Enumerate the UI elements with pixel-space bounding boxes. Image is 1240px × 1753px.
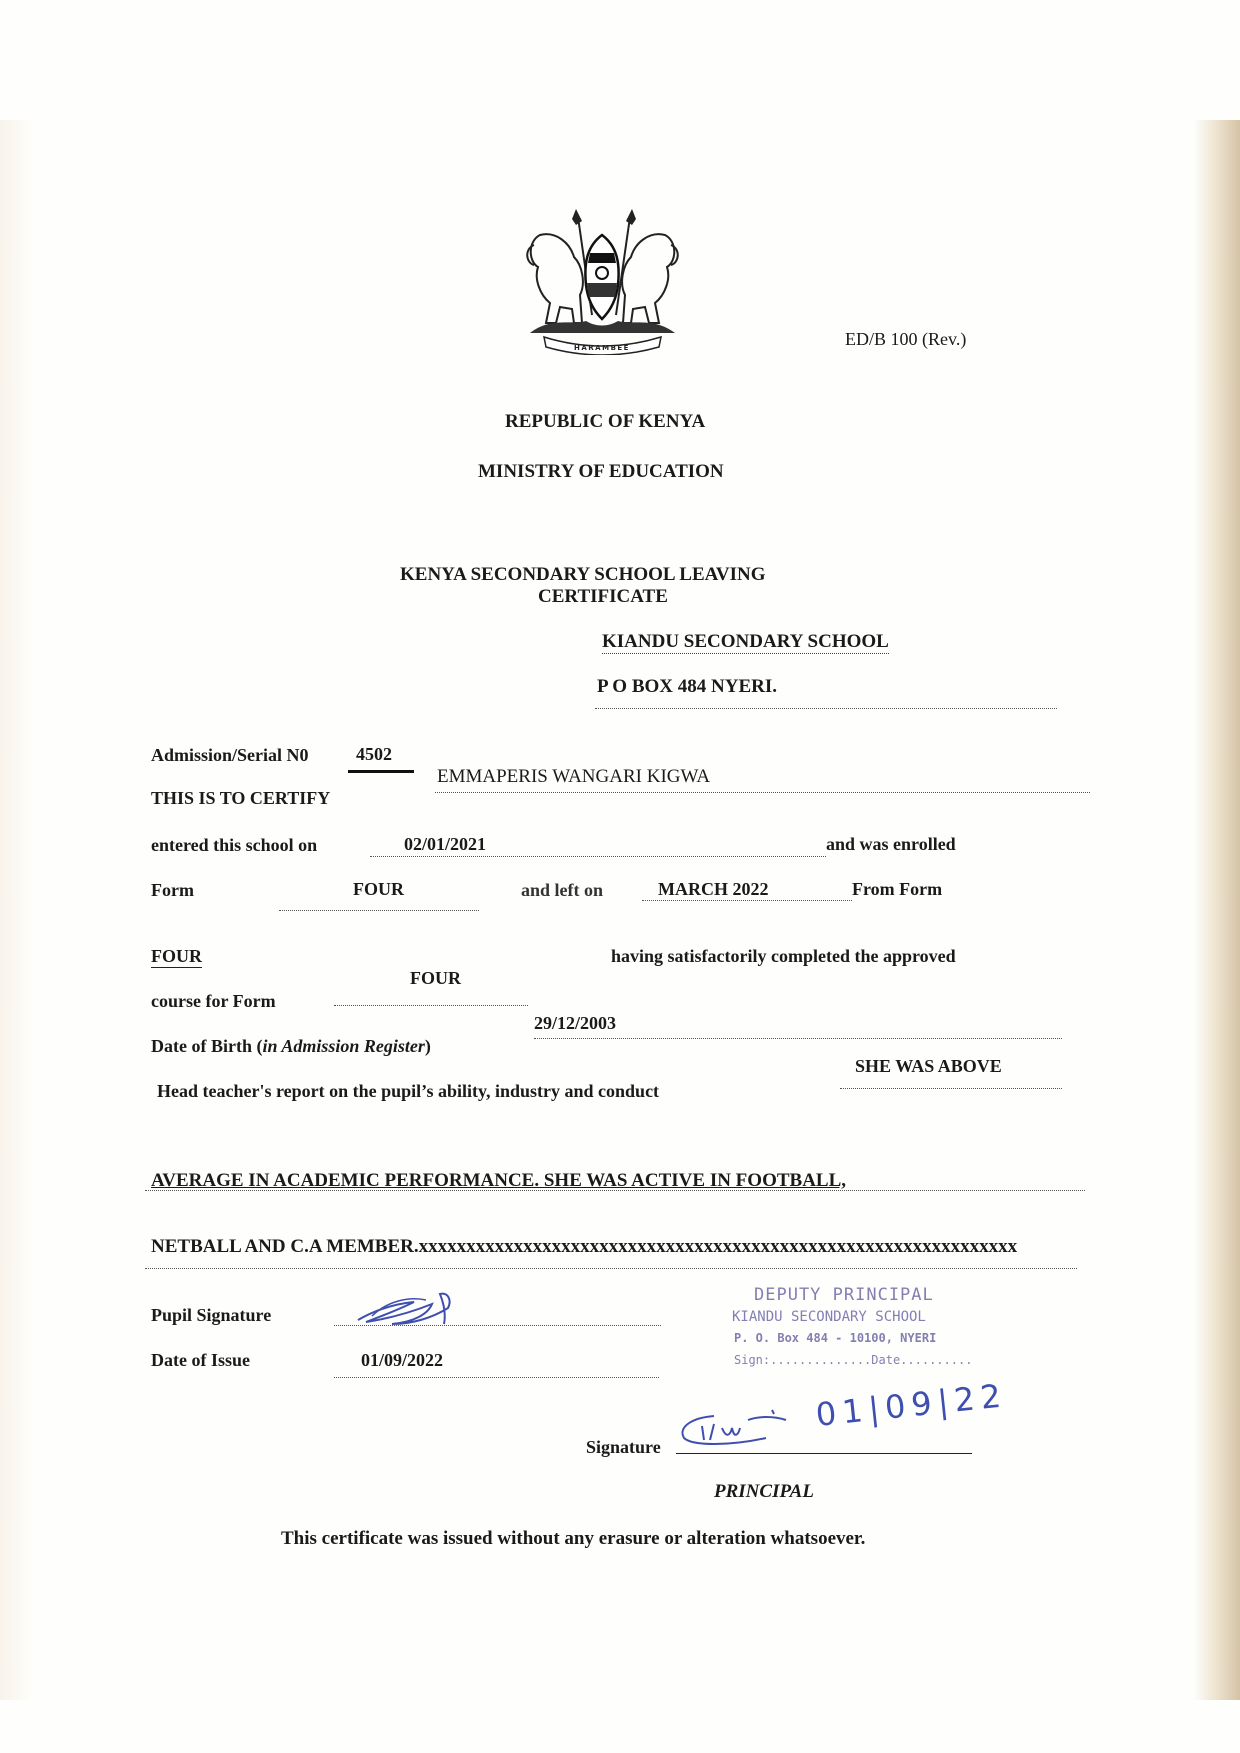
stamp-line2: KIANDU SECONDARY SCHOOL	[732, 1309, 926, 1325]
left-on-label: and left on	[521, 880, 604, 900]
dob-dotline	[534, 1038, 1062, 1039]
school-name: KIANDU SECONDARY SCHOOL	[602, 631, 889, 652]
pupil-signature-dotline	[334, 1325, 661, 1326]
date-of-birth: 29/12/2003	[534, 1013, 617, 1033]
dob-label: Date of Birth (in Admission Register)	[151, 1036, 431, 1056]
stamp-line1: DEPUTY PRINCIPAL	[754, 1285, 934, 1305]
left-dotline	[642, 900, 852, 901]
report-line1: AVERAGE IN ACADEMIC PERFORMANCE. SHE WAS ACTIVE IN FOOTBALL,	[151, 1170, 847, 1191]
principal-signature-line	[676, 1453, 972, 1454]
report-line2: NETBALL AND C.A MEMBER.xxxxxxxxxxxxxxxxxxxxxxxxxxxxxxxxxxxxxxxxxxxxxxxxxxxxxxxxxxxxxxx	[151, 1236, 1018, 1257]
school-address: P O BOX 484 NYERI.	[597, 676, 777, 697]
principal-role: PRINCIPAL	[714, 1481, 814, 1502]
republic-heading: REPUBLIC OF KENYA	[505, 411, 706, 432]
certify-label: THIS IS TO CERTIFY	[151, 788, 331, 808]
date-of-issue-label: Date of Issue	[151, 1350, 250, 1370]
enrolled-label: and was enrolled	[826, 834, 956, 854]
stamp-line3: P. O. Box 484 - 10100, NYERI	[734, 1331, 937, 1345]
report-line1-dotline	[145, 1190, 1085, 1191]
form-code: ED/B 100 (Rev.)	[845, 329, 967, 349]
from-form-label: From Form	[852, 879, 943, 899]
admission-underline	[348, 770, 414, 773]
date-of-issue: 01/09/2022	[361, 1350, 444, 1370]
course-form: FOUR	[410, 968, 461, 988]
ministry-heading: MINISTRY OF EDUCATION	[478, 461, 724, 482]
issue-dotline	[334, 1377, 659, 1378]
admission-label: Admission/Serial N0	[151, 745, 309, 765]
footer-note: This certificate was issued without any erasure or alteration whatsoever.	[281, 1528, 866, 1549]
admission-number: 4502	[356, 744, 392, 764]
report-label: Head teacher's report on the pupil’s ability, industry and conduct	[157, 1081, 660, 1101]
name-dotline	[435, 792, 1090, 793]
entry-dotline	[370, 856, 826, 857]
handwritten-date: 01|09|22	[814, 1376, 1009, 1434]
pupil-name: EMMAPERIS WANGARI KIGWA	[437, 766, 711, 787]
certificate-title-line1: KENYA SECONDARY SCHOOL LEAVING	[400, 564, 766, 585]
completed-label: having satisfactorily completed the approved	[611, 946, 956, 966]
report-line2-dotline	[145, 1268, 1077, 1269]
entry-form: FOUR	[353, 879, 404, 899]
address-dotline	[595, 708, 1057, 709]
pupil-signature-label: Pupil Signature	[151, 1305, 272, 1325]
form-label: Form	[151, 880, 194, 900]
paper-stain-right	[1194, 120, 1240, 1700]
paper-stain-left	[0, 120, 34, 1700]
course-dotline	[334, 1005, 528, 1006]
principal-signature-icon	[670, 1398, 820, 1460]
from-form-value: FOUR	[151, 946, 202, 966]
leaving-date: MARCH 2022	[658, 879, 769, 899]
certificate-title-line2: CERTIFICATE	[538, 586, 668, 607]
coat-motto: HARAMBEE	[574, 344, 630, 352]
entered-label: entered this school on	[151, 835, 318, 855]
report-start-dotline	[840, 1088, 1062, 1089]
form-dotline	[279, 910, 479, 911]
course-label: course for Form	[151, 991, 276, 1011]
signature-label: Signature	[586, 1437, 661, 1457]
stamp-line4: Sign:..............Date..........	[734, 1353, 973, 1367]
report-start: SHE WAS ABOVE	[855, 1056, 1002, 1076]
kenya-coat-of-arms-icon	[520, 205, 685, 355]
entry-date: 02/01/2021	[404, 834, 487, 854]
